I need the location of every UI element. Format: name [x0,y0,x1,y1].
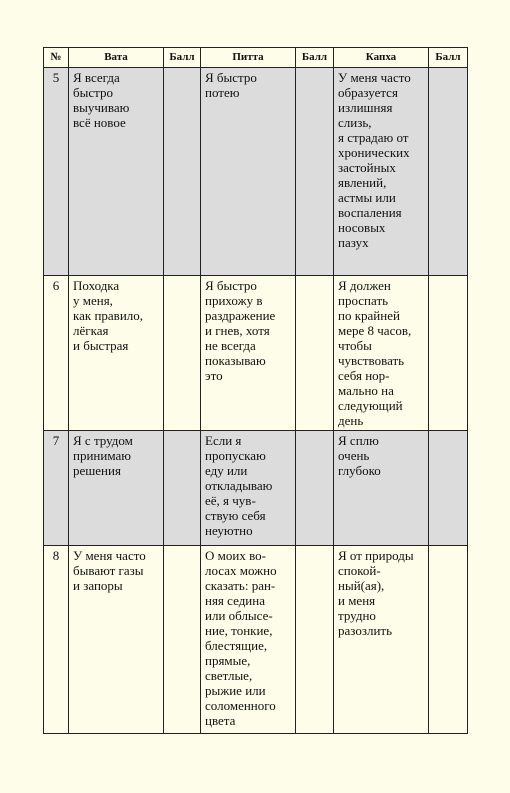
header-score-vata: Балл [164,48,201,68]
header-score-kapha: Балл [429,48,468,68]
kapha-score-cell[interactable] [429,431,468,546]
table-row [44,276,468,431]
table-row [44,431,468,546]
vata-score-cell[interactable] [164,68,201,276]
table-header-row [44,48,468,68]
vata-score-cell[interactable] [164,276,201,431]
kapha-score-cell[interactable] [429,68,468,276]
pitta-score-cell[interactable] [296,276,334,431]
kapha-statement: Я должен проспать по крайней мере 8 часов, чтобы чувствовать себя нор- мально на следующий день [334,276,429,431]
pitta-statement: О моих во- лосах можно сказать: ран- няя седина или облысе- ние, тонкие, блестящие, прямые, светлые, рыжие или соломенного цвета [201,546,296,734]
vata-statement: У меня часто бывают газы и запоры [69,546,164,734]
header-vata: Вата [69,48,164,68]
dosha-questionnaire-table [43,47,468,734]
row-number: 5 [44,68,69,276]
vata-score-cell[interactable] [164,431,201,546]
kapha-statement: У меня часто образуется излишняя слизь, я страдаю от хронических застойных явлений, астмы или воспаления носовых пазух [334,68,429,276]
pitta-score-cell[interactable] [296,431,334,546]
kapha-statement: Я от природы спокой- ный(ая), и меня трудно разозлить [334,546,429,734]
row-number: 8 [44,546,69,734]
header-pitta: Питта [201,48,296,68]
kapha-score-cell[interactable] [429,546,468,734]
vata-statement: Походка у меня, как правило, лёгкая и быстрая [69,276,164,431]
vata-score-cell[interactable] [164,546,201,734]
vata-statement: Я всегда быстро выучиваю всё новое [69,68,164,276]
pitta-statement: Я быстро прихожу в раздражение и гнев, хотя не всегда показываю это [201,276,296,431]
pitta-statement: Я быстро потею [201,68,296,276]
header-number: № [44,48,69,68]
row-number: 7 [44,431,69,546]
table-row [44,546,468,734]
pitta-statement: Если я пропускаю еду или откладываю её, я чув- ствую себя неуютно [201,431,296,546]
vata-statement: Я с трудом принимаю решения [69,431,164,546]
header-kapha: Капха [334,48,429,68]
kapha-score-cell[interactable] [429,276,468,431]
row-number: 6 [44,276,69,431]
table-row [44,68,468,276]
pitta-score-cell[interactable] [296,546,334,734]
kapha-statement: Я сплю очень глубоко [334,431,429,546]
header-score-pitta: Балл [296,48,334,68]
pitta-score-cell[interactable] [296,68,334,276]
